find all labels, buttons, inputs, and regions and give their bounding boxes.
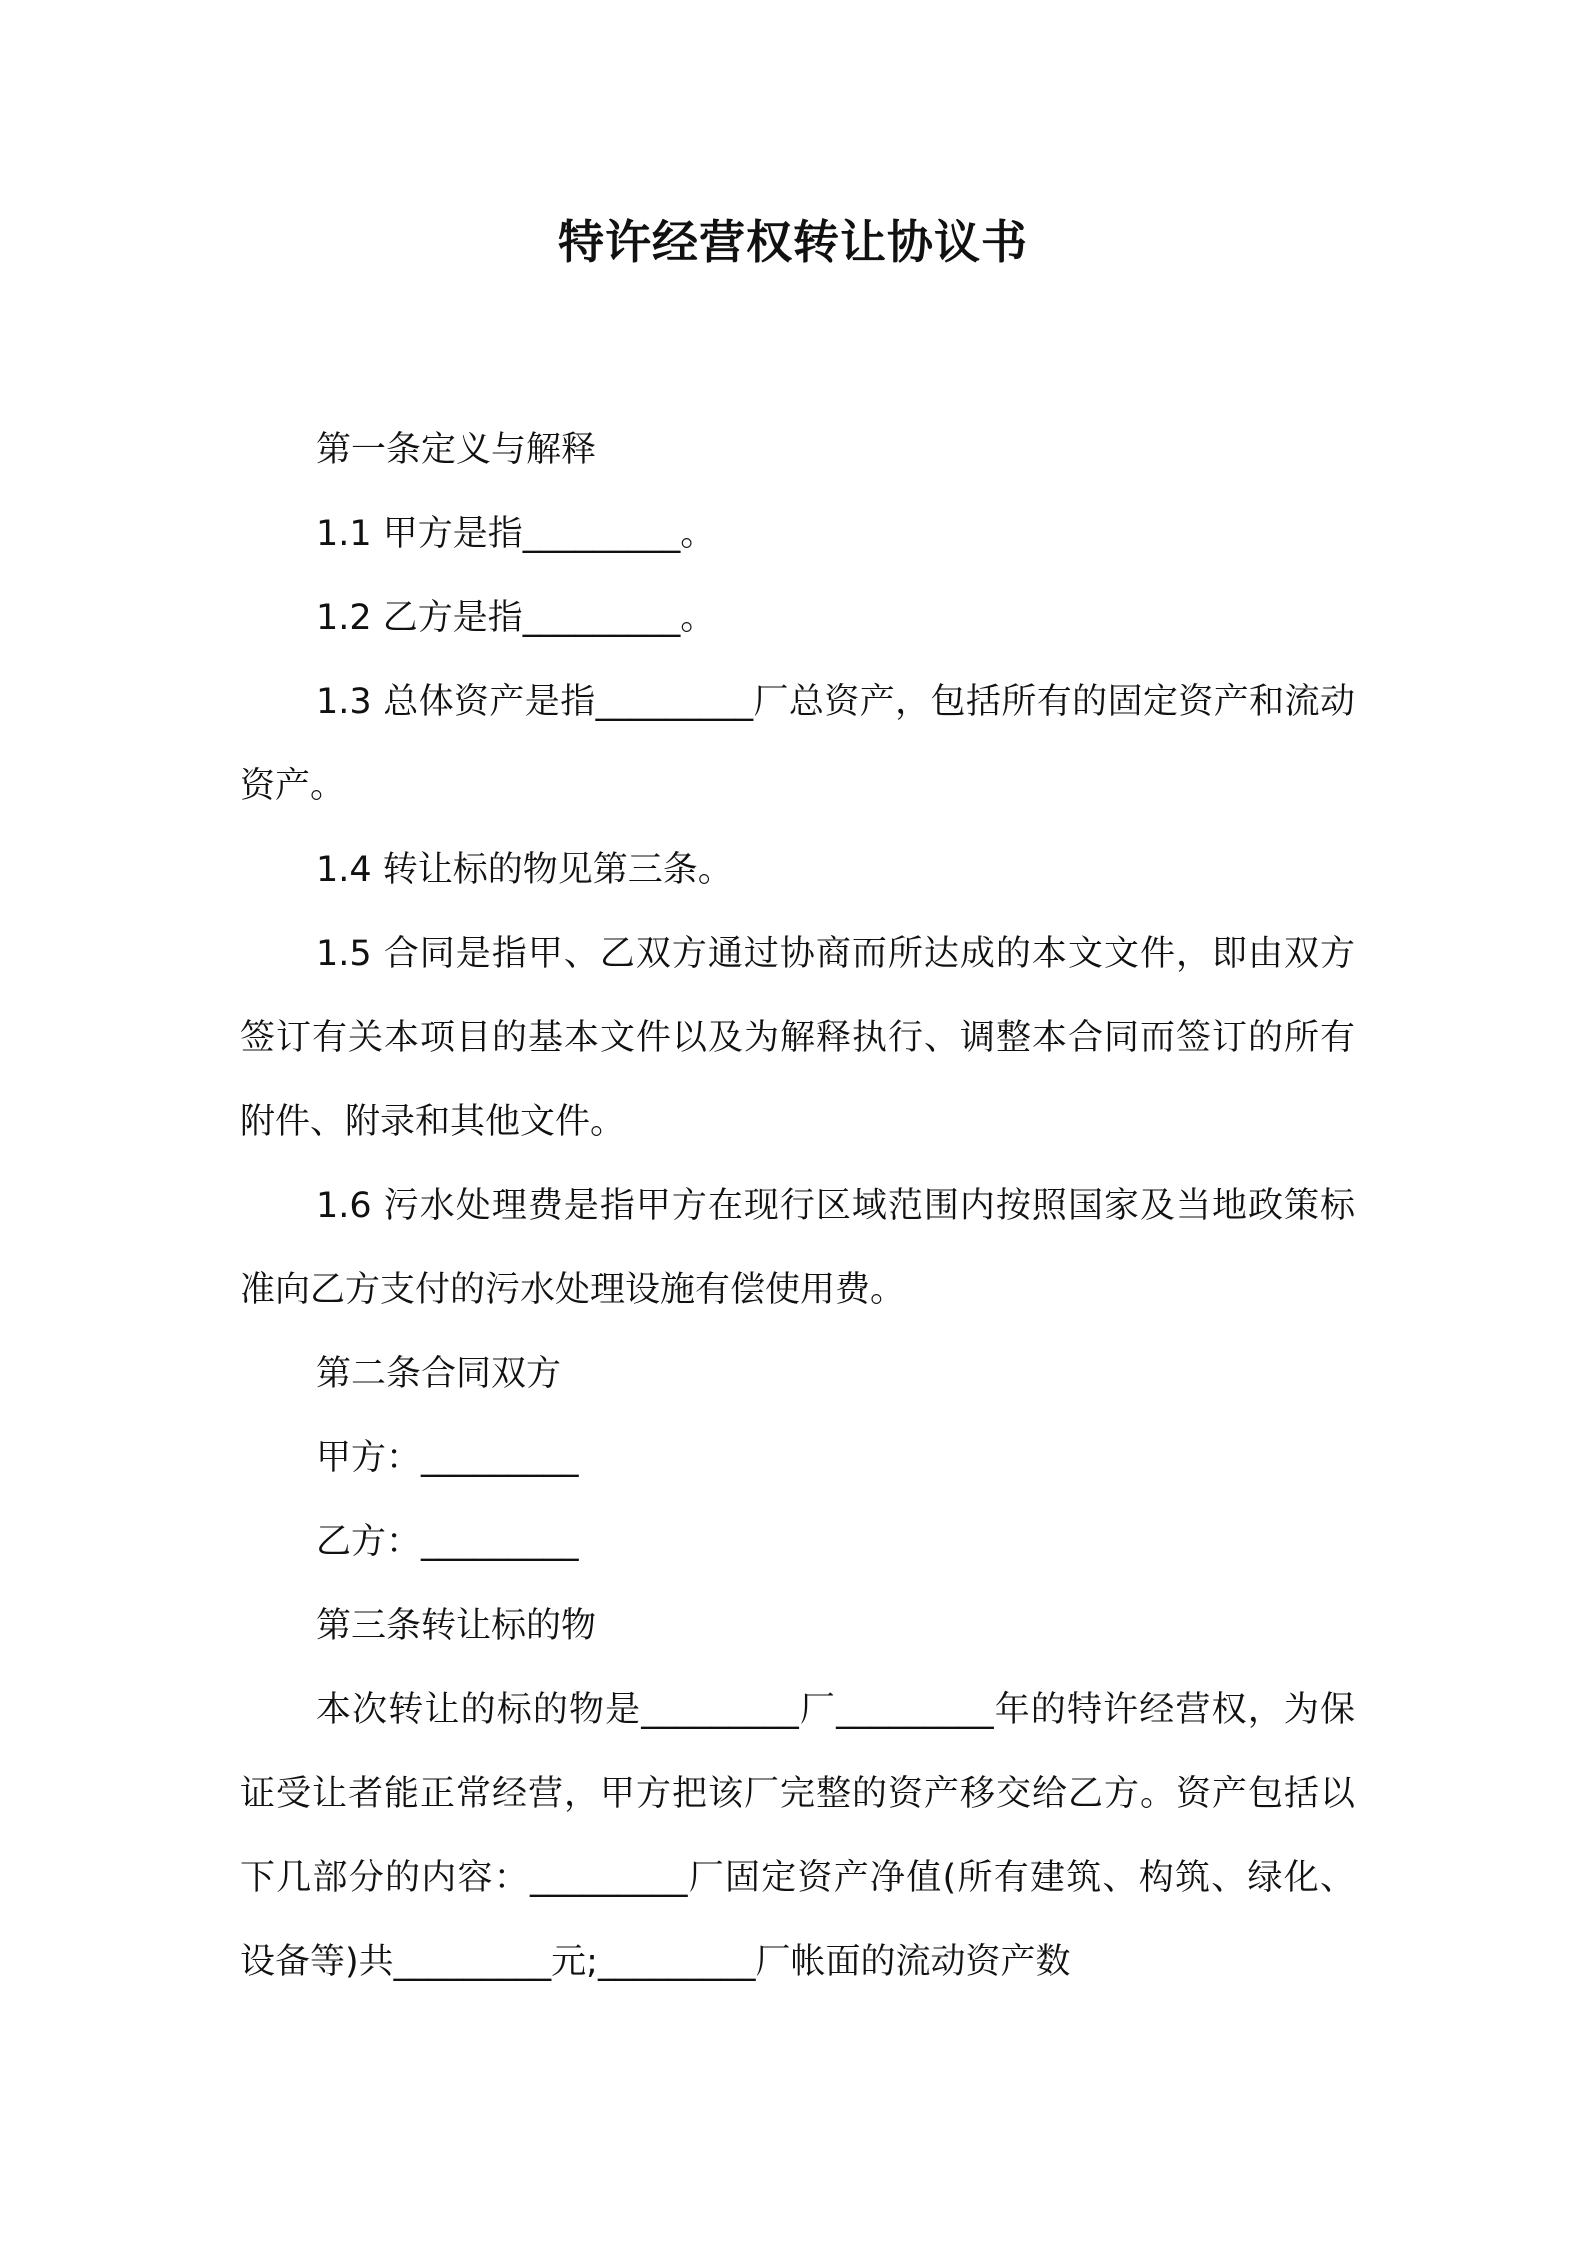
clause-1-3: 1.3 总体资产是指_________厂总资产，包括所有的固定资产和流动资产。 — [240, 682, 1355, 806]
document-body — [240, 408, 1355, 2004]
clause-1-5: 1.5 合同是指甲、乙双方通过协商而所达成的本文文件，即由双方签订有关本项目的基本文件以及为解释执行、调整本合同而签订的所有附件、附录和其他文件。 — [240, 934, 1355, 1142]
article-3-heading: 第三条转让标的物 — [316, 1606, 597, 1646]
clause-1-6: 1.6 污水处理费是指甲方在现行区域范围内按照国家及当地政策标准向乙方支付的污水处理设施有偿使用费。 — [240, 1186, 1355, 1310]
document-title: 特许经营权转让协议书 — [558, 215, 1028, 269]
article-2-heading: 第二条合同双方 — [316, 1354, 562, 1394]
party-b-line: 乙方：_________ — [316, 1522, 579, 1562]
party-a-line: 甲方：_________ — [316, 1438, 579, 1478]
clause-1-4: 1.4 转让标的物见第三条。 — [316, 850, 733, 890]
article-3-body: 本次转让的标的物是_________厂_________年的特许经营权，为保证受让者能正常经营，甲方把该厂完整的资产移交给乙方。资产包括以下几部分的内容：_________厂固定资产净值(所有建筑、构筑、绿化、设备等)共_________元;_________厂帐面的流动资产数 — [240, 1690, 1355, 1982]
clause-1-2: 1.2 乙方是指_________。 — [316, 598, 716, 638]
article-1-heading: 第一条定义与解释 — [316, 430, 597, 470]
clause-1-1: 1.1 甲方是指_________。 — [316, 514, 716, 554]
